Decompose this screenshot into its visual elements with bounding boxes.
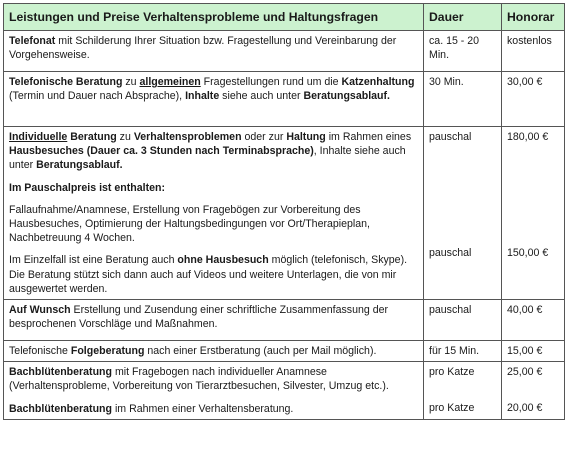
emphasis-text: allgemeinen xyxy=(139,76,201,88)
table-row xyxy=(4,341,565,362)
header-services: Leistungen und Preise Verhaltensprobleme und Haltungsfragen xyxy=(4,4,424,31)
fee-cell xyxy=(502,362,565,420)
emphasis-text: Katzenhaltung xyxy=(341,76,415,88)
emphasis-text: Individuelle xyxy=(9,131,68,143)
service-text: Telefonische xyxy=(9,345,71,358)
service-title: Telefonat xyxy=(9,35,56,47)
duration-value: pauschal xyxy=(429,247,472,260)
emphasis-text: Bachblütenberatung xyxy=(9,402,112,415)
service-cell xyxy=(4,341,424,362)
duration-cell xyxy=(424,362,502,420)
header-row xyxy=(4,4,565,31)
emphasis-text: Verhaltensproblemen xyxy=(133,131,242,143)
emphasis-text: Beratungsablauf. xyxy=(36,159,123,172)
service-text: oder zur xyxy=(241,131,287,143)
fee-cell: 30,00 € xyxy=(502,72,565,127)
duration-value: pro Katze xyxy=(429,366,475,379)
included-text: Fallaufnahme/Anamnese, Erstellung von Fragebögen zur Vorbereitung des Hausbesuches, Optimierung der Haltungsbedingungen vor Ort/Therapieplan, Nachbetreuung 4 Wochen. xyxy=(9,203,370,245)
fee-value: 25,00 € xyxy=(507,366,543,379)
fee-cell: kostenlos xyxy=(502,31,565,72)
emphasis-text: Inhalte xyxy=(185,90,220,103)
service-cell xyxy=(4,300,424,341)
fee-value: 150,00 € xyxy=(507,247,549,260)
service-text: mit Fragebogen nach individueller Anamnese (Verhaltensprobleme, Vorbereitung von Tierarztbesuchen, Silvester, Umzug etc.). xyxy=(9,366,389,393)
table-row xyxy=(4,31,565,72)
header-duration: Dauer xyxy=(424,4,502,31)
duration-cell: ca. 15 - 20 Min. xyxy=(424,31,502,72)
service-text: möglich (telefonisch, Skype). Die Beratung stützt sich dann auch auf Videos und weitere Unterlagen, die von mir ausgewertet werden. xyxy=(9,254,408,295)
duration-cell: für 15 Min. xyxy=(424,341,502,362)
fee-value: 20,00 € xyxy=(507,402,543,415)
table-row xyxy=(4,72,565,127)
service-text: zu xyxy=(116,131,134,143)
table-row xyxy=(4,362,565,420)
service-paragraph xyxy=(9,402,419,416)
service-text: im Rahmen einer Verhaltensberatung. xyxy=(112,402,294,415)
service-cell xyxy=(4,31,424,72)
duration-cell xyxy=(424,127,502,300)
emphasis-text: Folgeberatung xyxy=(70,345,145,358)
service-text: im Rahmen eines xyxy=(325,131,412,143)
table-row xyxy=(4,127,565,300)
duration-cell: pauschal xyxy=(424,300,502,341)
service-text: mit Schilderung Ihrer Situation bzw. Fragestellung und Vereinbarung der Vorgehensweise. xyxy=(9,35,397,62)
fee-cell: 40,00 € xyxy=(502,300,565,341)
service-cell xyxy=(4,362,424,420)
service-text: zu xyxy=(122,76,140,88)
price-table xyxy=(3,3,565,420)
service-text: siehe auch unter xyxy=(219,90,304,103)
fee-cell: 15,00 € xyxy=(502,341,565,362)
service-paragraph xyxy=(9,365,419,393)
service-text: Im Einzelfall ist eine Beratung auch xyxy=(9,254,178,267)
service-cell xyxy=(4,127,424,300)
service-text: Erstellung und Zusendung einer schriftliche Zusammenfassung der besprochenen Vorschläge und Maßnahmen. xyxy=(9,304,389,331)
service-text: Fragestellungen rund um die xyxy=(200,76,342,88)
emphasis-text: Auf Wunsch xyxy=(9,304,71,317)
emphasis-text: Hausbesuches (Dauer ca. 3 Stunden nach Terminabsprache) xyxy=(9,145,314,158)
emphasis-text: Haltung xyxy=(286,131,326,143)
emphasis-text: ohne Hausbesuch xyxy=(177,254,269,267)
header-fee: Honorar xyxy=(502,4,565,31)
service-text: nach einer Erstberatung (auch per Mail möglich). xyxy=(144,345,377,358)
emphasis-text: Beratungsablauf. xyxy=(303,90,390,103)
emphasis-text: Beratung xyxy=(67,131,117,143)
duration-value: pauschal xyxy=(429,131,472,143)
fee-value: 180,00 € xyxy=(507,131,549,143)
table-row xyxy=(4,300,565,341)
emphasis-text: Bachblütenberatung xyxy=(9,366,112,379)
duration-value: pro Katze xyxy=(429,402,475,415)
service-text: , Inhalte siehe auch unter xyxy=(9,145,406,172)
service-paragraph xyxy=(9,130,419,173)
service-text: (Termin und Dauer nach Absprache), xyxy=(9,90,186,103)
alternative-paragraph xyxy=(9,253,419,296)
duration-cell: 30 Min. xyxy=(424,72,502,127)
included-title: Im Pauschalpreis ist enthalten: xyxy=(9,181,166,194)
fee-cell xyxy=(502,127,565,300)
service-title: Telefonische Beratung xyxy=(9,76,123,88)
service-cell xyxy=(4,72,424,127)
